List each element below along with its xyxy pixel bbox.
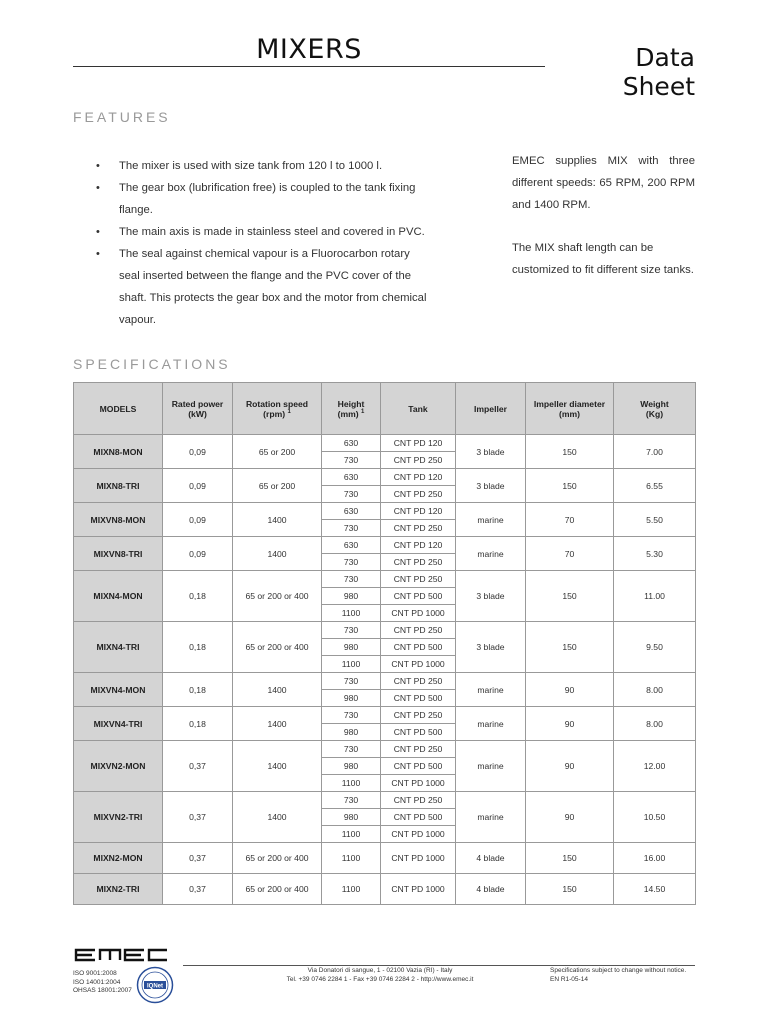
height-cell: 980 [322,588,381,605]
rated-power-cell: 0,18 [163,571,233,622]
height-cell: 980 [322,690,381,707]
height-cell: 1100 [322,605,381,622]
certification-ohsas-18001: OHSAS 18001:2007 [73,987,132,994]
height-cell: 980 [322,639,381,656]
certifications [73,970,132,996]
impeller-cell: marine [456,503,526,537]
column-header-models: MODELS [74,383,163,435]
rotation-speed-cell: 65 or 200 [233,435,322,469]
speeds-paragraph: EMEC supplies MIX with three different speeds: 65 RPM, 200 RPM and 1400 RPM. [512,155,695,211]
impeller-cell: 4 blade [456,843,526,874]
impeller-diameter-cell: 90 [526,673,614,707]
bullet-icon: • [96,182,100,194]
feature-item [93,221,428,243]
tank-cell: CNT PD 250 [381,792,456,809]
height-cell: 730 [322,741,381,758]
shaft-length-paragraph: The MIX shaft length can be customized to fit different size tanks. [512,242,694,276]
column-header-weight: Weight (Kg) [614,383,696,435]
height-cell: 1100 [322,775,381,792]
height-cell: 630 [322,435,381,452]
impeller-diameter-cell: 70 [526,503,614,537]
rated-power-cell: 0,37 [163,843,233,874]
rated-power-cell: 0,37 [163,792,233,843]
height-cell: 980 [322,758,381,775]
feature-text: The main axis is made in stainless steel and covered in PVC. [119,226,425,238]
tank-cell: CNT PD 1000 [381,775,456,792]
title-divider [73,66,545,67]
impeller-cell: marine [456,537,526,571]
feature-item [93,177,428,221]
page-title: MIXERS [256,34,362,65]
tank-cell: CNT PD 500 [381,724,456,741]
impeller-diameter-cell: 70 [526,537,614,571]
column-header-rated-power: Rated power (kW) [163,383,233,435]
column-header-tank: Tank [381,383,456,435]
emec-logo [73,948,169,962]
model-cell: MIXN8-TRI [74,469,163,503]
tank-cell: CNT PD 120 [381,537,456,554]
footnote-marker: 1 [287,408,291,415]
height-cell: 1100 [322,656,381,673]
table-row [74,843,696,874]
feature-item [93,155,428,177]
table-row [74,874,696,905]
tank-cell: CNT PD 1000 [381,843,456,874]
impeller-diameter-cell: 90 [526,707,614,741]
height-cell: 630 [322,537,381,554]
tank-cell: CNT PD 500 [381,588,456,605]
table-row [74,503,696,520]
height-cell: 1100 [322,826,381,843]
rotation-speed-cell: 1400 [233,673,322,707]
rated-power-cell: 0,09 [163,469,233,503]
svg-text:IQNet: IQNet [146,983,164,990]
rotation-speed-cell: 1400 [233,792,322,843]
table-row [74,792,696,809]
height-cell: 730 [322,673,381,690]
tank-cell: CNT PD 1000 [381,826,456,843]
model-cell: MIXN2-MON [74,843,163,874]
height-cell: 1100 [322,843,381,874]
column-header-impeller-diameter: Impeller diameter (mm) [526,383,614,435]
document-notice [550,966,700,984]
rotation-speed-cell: 65 or 200 or 400 [233,571,322,622]
weight-cell: 12.00 [614,741,696,792]
height-cell: 630 [322,503,381,520]
model-cell: MIXN4-MON [74,571,163,622]
rated-power-cell: 0,37 [163,741,233,792]
rotation-speed-cell: 1400 [233,503,322,537]
rated-power-cell: 0,18 [163,622,233,673]
model-cell: MIXVN2-TRI [74,792,163,843]
impeller-cell: 4 blade [456,874,526,905]
height-cell: 730 [322,520,381,537]
tank-cell: CNT PD 250 [381,571,456,588]
tank-cell: CNT PD 500 [381,639,456,656]
specifications-heading: SPECIFICATIONS [73,356,231,372]
document-revision: EN R1-05-14 [550,976,588,983]
height-cell: 730 [322,554,381,571]
weight-cell: 7.00 [614,435,696,469]
table-row [74,707,696,724]
tank-cell: CNT PD 250 [381,622,456,639]
iqnet-seal-icon [136,966,174,1004]
certification-iso-14001: ISO 14001:2004 [73,978,121,986]
model-cell: MIXN8-MON [74,435,163,469]
height-cell: 630 [322,469,381,486]
rated-power-cell: 0,18 [163,707,233,741]
change-notice: Specifications subject to change without notice. [550,967,687,974]
impeller-cell: 3 blade [456,622,526,673]
features-heading: FEATURES [73,109,171,125]
feature-text: The mixer is used with size tank from 120 l to 1000 l. [119,160,383,172]
column-header-rotation-speed: Rotation speed (rpm) $^1$ [233,383,322,435]
table-row [74,741,696,758]
rated-power-cell: 0,09 [163,537,233,571]
rated-power-cell: 0,18 [163,673,233,707]
impeller-diameter-cell: 150 [526,435,614,469]
impeller-cell: marine [456,707,526,741]
table-row [74,537,696,554]
tank-cell: CNT PD 120 [381,435,456,452]
bullet-icon: • [96,226,100,238]
rotation-speed-cell: 65 or 200 or 400 [233,843,322,874]
weight-cell: 8.00 [614,707,696,741]
model-cell: MIXVN4-TRI [74,707,163,741]
impeller-cell: 3 blade [456,571,526,622]
tank-cell: CNT PD 120 [381,503,456,520]
impeller-cell: marine [456,741,526,792]
bullet-icon: • [96,248,100,260]
rotation-speed-cell: 65 or 200 or 400 [233,622,322,673]
tank-cell: CNT PD 500 [381,758,456,775]
weight-cell: 16.00 [614,843,696,874]
feature-text: The seal against chemical vapour is a Fluorocarbon rotary seal inserted between the flange and the PVC cover of the shaft. This protects the gear box and the motor from chemical vapour. [119,248,427,326]
address-line: Via Donatori di sangue, 1 - 02100 Vazia (RI) - Italy [307,967,453,974]
specifications-table [73,382,696,905]
document-type: Data Sheet [622,43,695,101]
tank-cell: CNT PD 120 [381,469,456,486]
height-cell: 730 [322,486,381,503]
footnote-marker: 1 [361,408,365,415]
weight-cell: 5.50 [614,503,696,537]
weight-cell: 5.30 [614,537,696,571]
rotation-speed-cell: 65 or 200 [233,469,322,503]
impeller-cell: 3 blade [456,435,526,469]
table-row [74,673,696,690]
contact-line: Tel. +39 0746 2284 1 - Fax +39 0746 2284 2 - http://www.emec.it [286,976,474,983]
impeller-diameter-cell: 150 [526,622,614,673]
rated-power-cell: 0,09 [163,435,233,469]
company-address [230,966,530,984]
impeller-diameter-cell: 150 [526,469,614,503]
impeller-diameter-cell: 90 [526,792,614,843]
model-cell: MIXVN4-MON [74,673,163,707]
tank-cell: CNT PD 250 [381,741,456,758]
tank-cell: CNT PD 250 [381,452,456,469]
height-cell: 730 [322,622,381,639]
tank-cell: CNT PD 250 [381,486,456,503]
height-cell: 980 [322,724,381,741]
feature-item [93,243,428,331]
specifications-table-body [74,435,696,905]
rated-power-cell: 0,37 [163,874,233,905]
table-row [74,622,696,639]
table-header-row [74,383,696,435]
weight-cell: 6.55 [614,469,696,503]
table-row [74,571,696,588]
rated-power-cell: 0,09 [163,503,233,537]
tank-cell: CNT PD 1000 [381,874,456,905]
column-header-height: Height (mm) $^1$ [322,383,381,435]
bullet-icon: • [96,160,100,172]
height-cell: 980 [322,809,381,826]
model-cell: MIXVN2-MON [74,741,163,792]
model-cell: MIXVN8-MON [74,503,163,537]
weight-cell: 10.50 [614,792,696,843]
impeller-diameter-cell: 150 [526,874,614,905]
tank-cell: CNT PD 250 [381,520,456,537]
height-cell: 730 [322,452,381,469]
height-cell: 730 [322,571,381,588]
certification-iso-9001: ISO 9001:2008 [73,970,117,977]
model-cell: MIXVN8-TRI [74,537,163,571]
impeller-cell: 3 blade [456,469,526,503]
tank-cell: CNT PD 250 [381,554,456,571]
column-header-impeller: Impeller [456,383,526,435]
impeller-cell: marine [456,792,526,843]
height-cell: 730 [322,707,381,724]
weight-cell: 11.00 [614,571,696,622]
tank-cell: CNT PD 1000 [381,605,456,622]
weight-cell: 8.00 [614,673,696,707]
features-list [93,155,428,331]
model-cell: MIXN4-TRI [74,622,163,673]
impeller-diameter-cell: 150 [526,571,614,622]
tank-cell: CNT PD 500 [381,690,456,707]
rotation-speed-cell: 1400 [233,741,322,792]
height-cell: 730 [322,792,381,809]
weight-cell: 14.50 [614,874,696,905]
model-cell: MIXN2-TRI [74,874,163,905]
rotation-speed-cell: 65 or 200 or 400 [233,874,322,905]
tank-cell: CNT PD 250 [381,673,456,690]
rotation-speed-cell: 1400 [233,537,322,571]
tank-cell: CNT PD 500 [381,809,456,826]
table-row [74,469,696,486]
tank-cell: CNT PD 1000 [381,656,456,673]
height-cell: 1100 [322,874,381,905]
table-row [74,435,696,452]
tank-cell: CNT PD 250 [381,707,456,724]
feature-text: The gear box (lubrification free) is coupled to the tank fixing flange. [119,182,416,216]
impeller-diameter-cell: 90 [526,741,614,792]
impeller-diameter-cell: 150 [526,843,614,874]
weight-cell: 9.50 [614,622,696,673]
impeller-cell: marine [456,673,526,707]
rotation-speed-cell: 1400 [233,707,322,741]
